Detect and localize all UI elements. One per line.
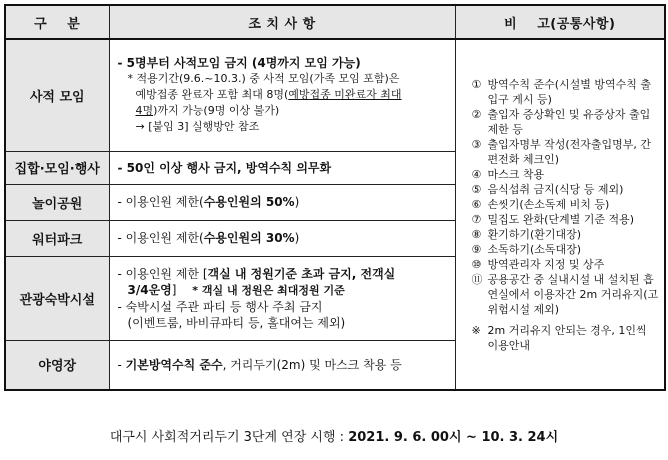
- row-measures: [109, 340, 455, 390]
- note-item: [472, 212, 661, 227]
- note-text: 음식섭취 금지(식당 등 제외): [487, 182, 624, 196]
- measure-line: - 이용인원 제한 [객실 내 정원기준 초과 금지, 전객실: [117, 266, 396, 281]
- row-category: 야영장: [5, 340, 109, 390]
- table-row: [5, 39, 665, 151]
- note-text: 환기하기(환기대장): [487, 227, 582, 241]
- measure-line: 예방접종 완료자 포함 최대 8명(예방접종 미완료자 최대: [135, 88, 402, 102]
- notes-star-item: ※ 2m 거리유지 안되는 경우, 1인씩 이용안내: [471, 323, 647, 352]
- measure-line: (이벤트룸, 바비큐파티 등, 홀대여는 제외): [127, 315, 346, 330]
- header-measures: 조 치 사 항: [109, 5, 455, 39]
- measure-line: 4명)까지 가능(9명 이상 불가): [135, 104, 280, 118]
- note-item: [472, 227, 661, 242]
- measure-line: - 5명부터 사적모임 금지 (4명까지 모임 가능): [117, 56, 361, 71]
- note-text: 방역관리자 지정 및 상주: [487, 257, 605, 271]
- note-number: ③: [471, 137, 482, 151]
- measure-line: - 이용인원 제한(수용인원의 30%): [117, 231, 300, 245]
- reference-mark-icon: ※: [471, 323, 481, 337]
- header-category: 구 분: [5, 5, 109, 39]
- note-number: ④: [471, 167, 482, 181]
- note-number: ①: [471, 77, 482, 91]
- measure-line: 3/4운영] * 객실 내 정원은 최대정원 기준: [127, 282, 345, 297]
- note-number: ⑤: [471, 182, 482, 196]
- implementation-period-footer: [4, 424, 664, 452]
- row-measures: [109, 256, 455, 340]
- measure-line: * 적용기간(9.6.~10.3.) 중 사적 모임(가족 모임 포함)은: [127, 72, 400, 86]
- note-number: ⑩: [471, 257, 482, 271]
- note-text: 방역수칙 준수(시설별 방역수칙 출입구 게시 등): [487, 77, 652, 106]
- table-header-row: [5, 5, 665, 39]
- measure-line: - 기본방역수칙 준수, 거리두기(2m) 및 마스크 착용 등: [117, 357, 402, 372]
- note-text: 공용공간 중 실내시설 내 설치된 흡연실에서 이용자간 2m 거리유지(고위험시설 제외): [487, 272, 659, 316]
- note-item: [472, 137, 661, 167]
- measure-line: → [붙임 3] 실행방안 참조: [135, 120, 260, 134]
- note-text: 손씻기(손소독제 비치 등): [487, 197, 610, 211]
- row-measures: [109, 184, 455, 220]
- note-number: ⑧: [471, 227, 482, 241]
- row-measures: [109, 151, 455, 184]
- row-measures: [109, 39, 455, 151]
- footer-prefix: 대구시 사회적거리두기 3단계 연장 시행 :: [109, 430, 349, 445]
- note-number: ⑦: [471, 212, 482, 226]
- note-item: [472, 257, 661, 272]
- header-notes: 비 고(공통사항): [455, 5, 665, 39]
- note-item: [472, 242, 661, 257]
- note-text: 마스크 착용: [487, 167, 545, 181]
- distancing-measures-table: [4, 4, 666, 391]
- note-item: [472, 182, 661, 197]
- note-item: [472, 107, 661, 137]
- row-category: 놀이공원: [5, 184, 109, 220]
- note-item: [472, 272, 661, 317]
- note-number: ⑨: [471, 242, 482, 256]
- note-number: ②: [471, 107, 482, 121]
- note-number: ⑥: [471, 197, 482, 211]
- row-category: 사적 모임: [5, 39, 109, 151]
- measure-line: - 50인 이상 행사 금지, 방역수칙 의무화: [117, 160, 332, 175]
- row-category: 워터파크: [5, 220, 109, 256]
- measure-line: - 숙박시설 주관 파티 등 행사 주최 금지: [117, 299, 323, 314]
- note-item: [472, 167, 661, 182]
- measure-line: - 이용인원 제한(수용인원의 50%): [117, 195, 300, 209]
- note-item: [472, 197, 661, 212]
- note-text: 밀집도 완화(단계별 기준 적용): [487, 212, 635, 226]
- note-item: [472, 77, 661, 107]
- note-number: ⑪: [471, 272, 483, 286]
- row-measures: [109, 220, 455, 256]
- note-text: 소독하기(소독대장): [487, 242, 582, 256]
- note-text: 출입자 증상확인 및 유증상자 출입제한 등: [487, 107, 651, 136]
- distancing-measures-table-frame: [4, 4, 664, 420]
- note-text: 출입자명부 작성(전자출입명부, 간편전화 체크인): [487, 137, 652, 166]
- row-category: 관광숙박시설: [5, 256, 109, 340]
- footer-period: 2021. 9. 6. 00시 ~ 10. 3. 24시: [348, 430, 559, 445]
- common-notes-list: [472, 77, 661, 317]
- row-category: 집합·모임·행사: [5, 151, 109, 184]
- common-notes-cell: [455, 39, 665, 390]
